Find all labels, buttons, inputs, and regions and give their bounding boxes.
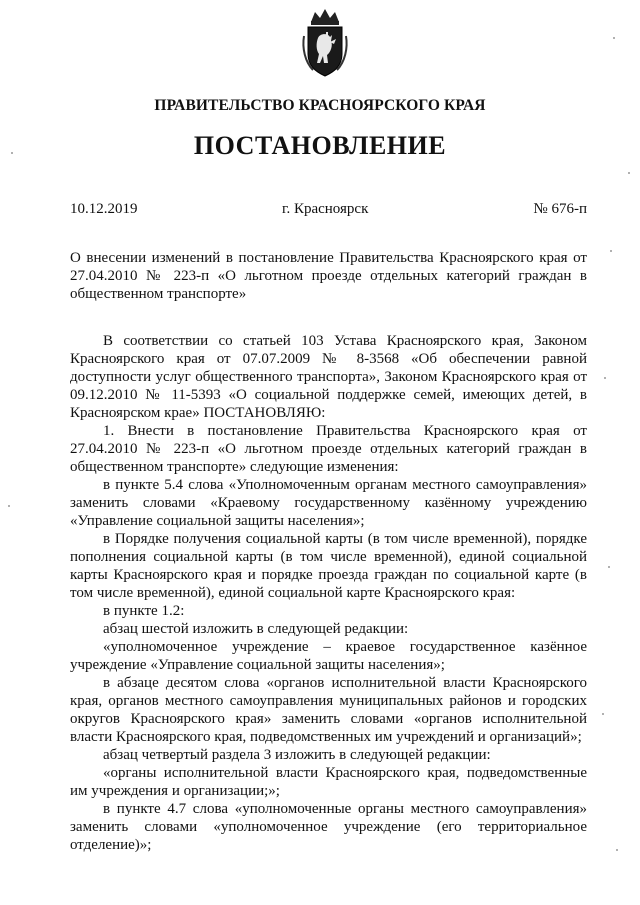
document-number: № 676-п [533,201,587,217]
body-paragraph: 1. Внести в постановление Правительства Красноярского края от 27.04.2010 № 223-п «О льготном проезде отдельных категорий граждан в общественном транспорте» следующие изменения: [70,423,587,475]
scan-speck [628,172,630,174]
document-type-title: ПОСТАНОВЛЕНИЕ [193,131,447,160]
body-paragraph: в пункте 5.4 слова «Уполномоченным органам местного самоуправления» заменить словами «Краевому государственному казённому учреждению «Управление социальной защиты населения»; [70,477,587,529]
scan-speck [608,566,610,568]
scan-speck [613,37,615,39]
body-paragraph: абзац шестой изложить в следующей редакции: [103,621,409,637]
scan-speck [604,377,606,379]
document-subject: О внесении изменений в постановление Правительства Красноярского края от 27.04.2010 № 223-п «О льготном проезде отдельных категорий граждан в общественном транспорте» [70,250,587,302]
body-paragraph: абзац четвертый раздела 3 изложить в следующей редакции: [103,747,491,763]
document-body [70,332,587,854]
body-paragraph: в абзаце десятом слова «органов исполнительной власти Красноярского края, органов местного самоуправления муниципальных районов и городских округов Красноярского края» заменить словами «органов исполнительной власти Красноярского края, подведомственных им учреждений и организаций»; [70,675,587,745]
scan-speck [11,152,13,154]
body-paragraph: «уполномоченное учреждение – краевое государственное казённое учреждение «Управление социальной защиты населения»; [70,639,587,673]
scan-speck [8,505,10,507]
krasnoyarsk-coat-of-arms-icon [301,8,349,80]
scan-speck [616,849,618,851]
scan-speck [602,713,604,715]
body-paragraph: В соответствии со статьей 103 Устава Красноярского края, Законом Красноярского края от 07.07.2009 № 8-3568 «Об обеспечении равной доступности услуг общественного транспорта», Законом Красноярского края от 09.12.2010 № 11-5393 «О социальной поддержке семей, имеющих детей, в Красноярском крае» ПОСТАНОВЛЯЮ: [70,333,587,421]
body-paragraph: в пункте 1.2: [103,603,185,619]
body-paragraph: «органы исполнительной власти Красноярского края, подведомственные им учреждения и организации;»; [70,765,587,799]
body-paragraph: в Порядке получения социальной карты (в том числе временной), порядке пополнения социальной карты (в том числе временной), единой социальной карты Красноярского края и порядке проезда граждан по социальной карте (в том числе временной), единой социальной карте Красноярского края: [70,531,587,601]
scan-speck [610,250,612,252]
government-title: ПРАВИТЕЛЬСТВО КРАСНОЯРСКОГО КРАЯ [154,97,486,114]
body-paragraph: в пункте 4.7 слова «уполномоченные органы местного самоуправления» заменить словами «уполномоченное учреждение (его территориальное отделение)»; [70,801,587,853]
coat-of-arms-emblem [301,8,349,80]
document-city: г. Красноярск [282,201,369,217]
document-date: 10.12.2019 [70,201,138,217]
